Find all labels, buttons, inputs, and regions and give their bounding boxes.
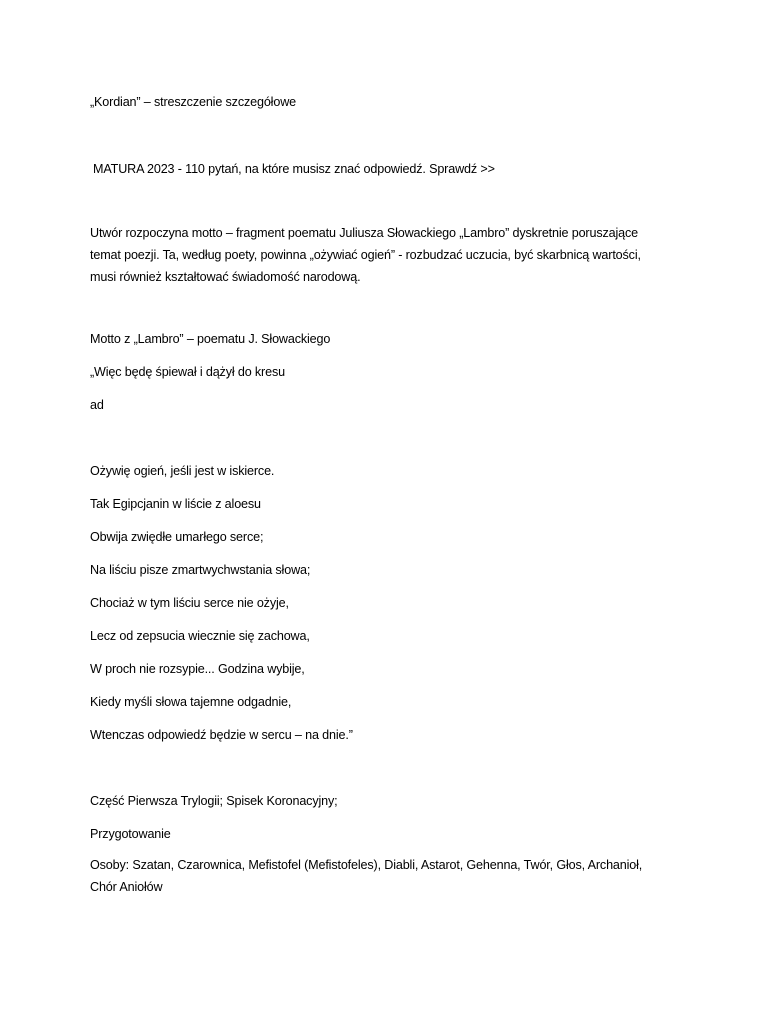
promo-link[interactable]: MATURA 2023 - 110 pytań, na które musisz znać odpowiedź. Sprawdź >> (93, 162, 495, 176)
poem-line: Chociaż w tym liściu serce nie ożyje, (90, 596, 289, 610)
poem-line: W proch nie rozsypie... Godzina wybije, (90, 662, 305, 676)
poem-line: Wtenczas odpowiedź będzie w sercu – na dnie.” (90, 728, 353, 742)
motto-heading: Motto z „Lambro” – poematu J. Słowackiego (90, 332, 331, 346)
verse-line: „Więc będę śpiewał i dążył do kresu (90, 365, 285, 379)
poem-line: Kiedy myśli słowa tajemne odgadnie, (90, 695, 292, 709)
part-heading: Część Pierwsza Trylogii; Spisek Koronacyjny; (90, 794, 338, 808)
poem-line: Na liściu pisze zmartwychwstania słowa; (90, 563, 311, 577)
verse-line: ad (90, 398, 104, 412)
section-heading: Przygotowanie (90, 827, 171, 841)
document-title: „Kordian” – streszczenie szczegółowe (90, 95, 296, 109)
poem-line: Ożywię ogień, jeśli jest w iskierce. (90, 464, 275, 478)
intro-paragraph: Utwór rozpoczyna motto – fragment poematu Juliusza Słowackiego „Lambro” dyskretnie poruszające temat poezji. Ta, według poety, powinna „ożywiać ogień” - rozbudzać uczucia, być skarbnicą wartości, musi również kształtować świadomość narodową. (90, 226, 641, 284)
poem-line: Tak Egipcjanin w liście z aloesu (90, 497, 261, 511)
poem-line: Obwija zwiędłe umarłego serce; (90, 530, 264, 544)
poem-line: Lecz od zepsucia wiecznie się zachowa, (90, 629, 310, 643)
characters-paragraph: Osoby: Szatan, Czarownica, Mefistofel (Mefistofeles), Diabli, Astarot, Gehenna, Twór, Głos, Archanioł, Chór Aniołów (90, 858, 643, 894)
